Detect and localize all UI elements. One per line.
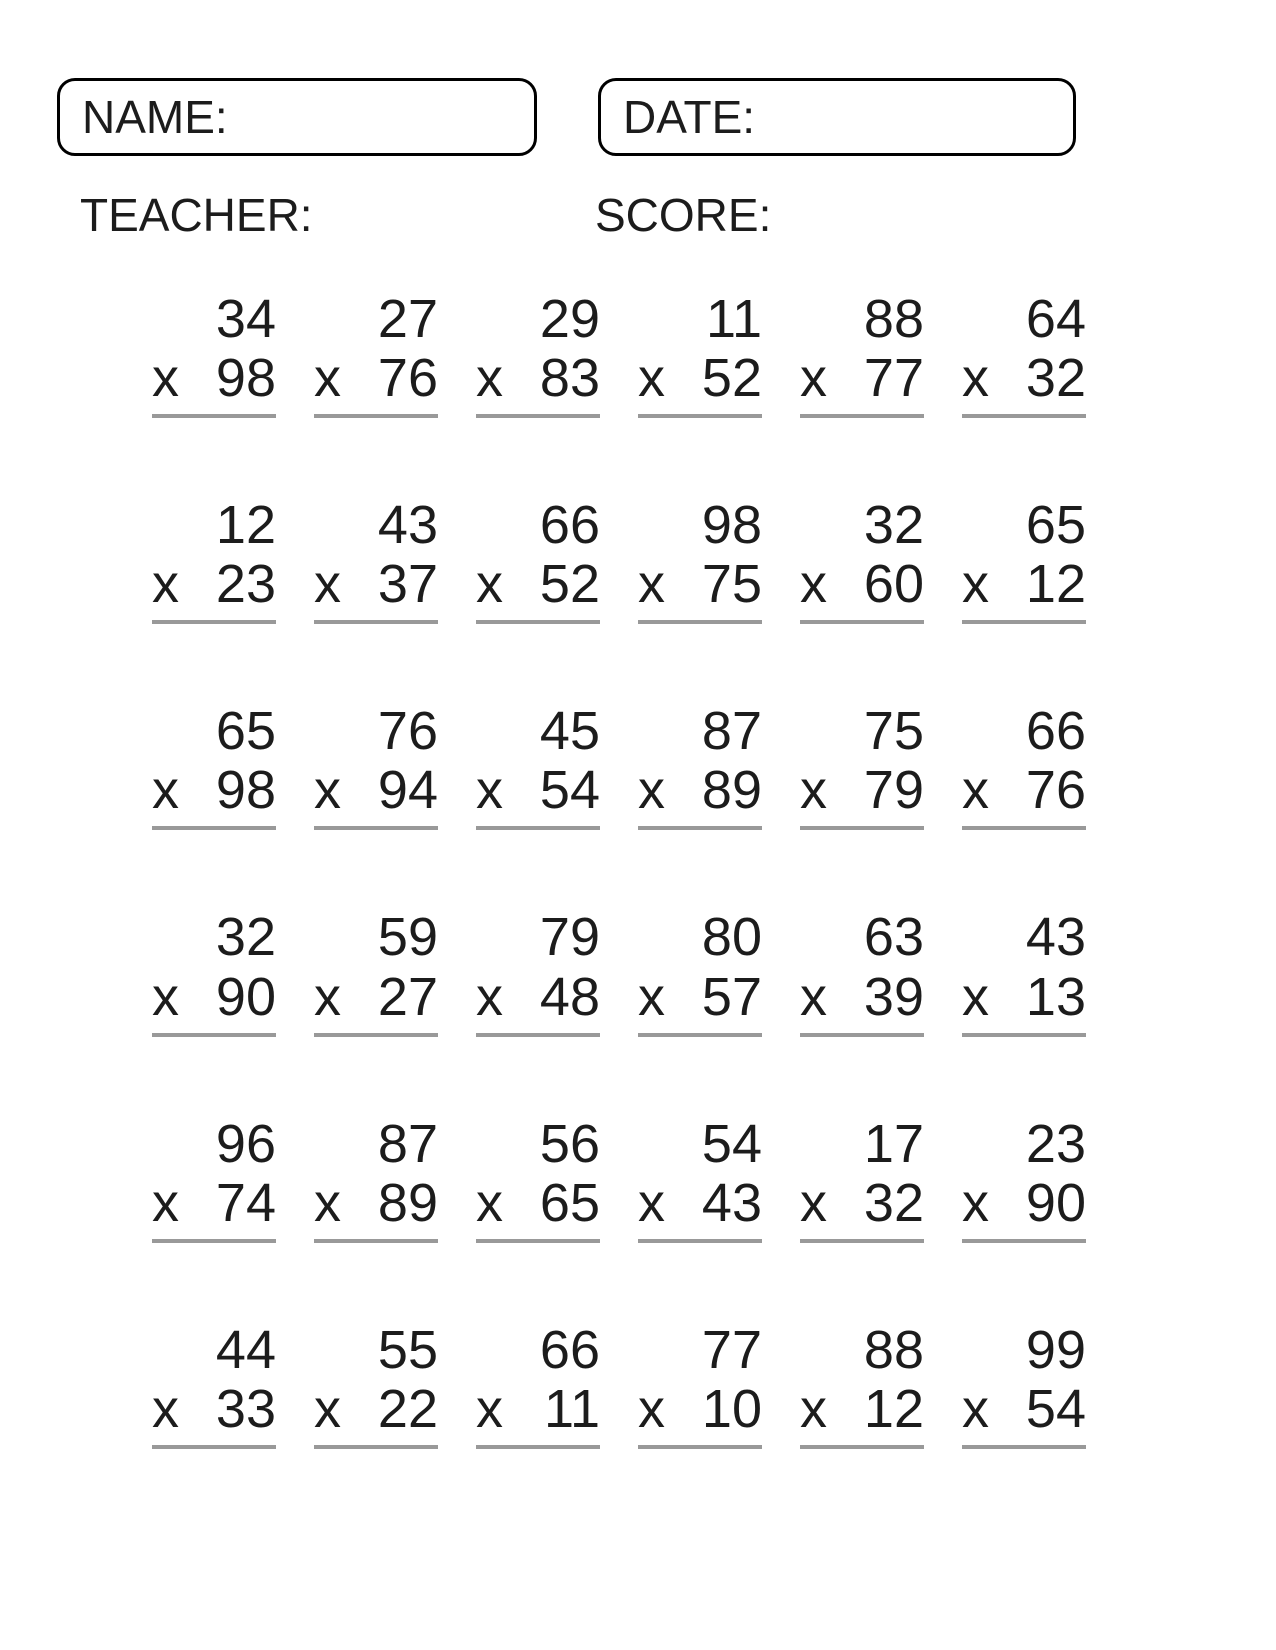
multiplier: 12	[863, 1378, 924, 1439]
multiplicand: 87	[377, 1113, 438, 1174]
multiplicand: 17	[863, 1113, 924, 1174]
score-label: SCORE:	[595, 189, 772, 241]
multiplier-line	[314, 1378, 438, 1439]
date-label: DATE:	[623, 91, 756, 143]
multiply-operator: x	[800, 554, 827, 615]
multiplicand: 88	[863, 289, 924, 349]
multiplication-problem	[476, 1319, 600, 1449]
multiply-operator: x	[152, 1378, 179, 1439]
multiplier-line	[152, 348, 276, 409]
teacher-label: TEACHER:	[80, 189, 313, 241]
multiplication-problem	[962, 907, 1086, 1036]
multiplier: 76	[1025, 760, 1086, 821]
multiplier: 90	[215, 966, 276, 1027]
name-field-box[interactable]	[57, 78, 537, 156]
problems-row	[152, 701, 1086, 830]
multiply-operator: x	[962, 1378, 989, 1439]
multiplication-problem	[314, 1319, 438, 1449]
multiplier: 13	[1025, 966, 1086, 1027]
multiply-operator: x	[800, 760, 827, 821]
multiplier-line	[476, 1172, 600, 1233]
multiply-operator: x	[962, 1172, 989, 1233]
multiplicand: 88	[863, 1319, 924, 1380]
multiplier-line	[962, 348, 1086, 409]
multiplier: 65	[539, 1172, 600, 1233]
problems-row	[152, 1113, 1086, 1243]
multiplier-line	[800, 554, 924, 615]
multiplication-problem	[638, 701, 762, 830]
multiplier-line	[152, 966, 276, 1027]
multiplication-problem	[638, 1319, 762, 1449]
multiplier-line	[314, 348, 438, 409]
multiplication-problem	[314, 495, 438, 624]
multiplier: 98	[215, 760, 276, 821]
multiplication-problem	[800, 1319, 924, 1449]
multiplier: 57	[701, 966, 762, 1027]
multiplier-line	[962, 1378, 1086, 1439]
multiplier: 48	[539, 966, 600, 1027]
multiplier: 98	[215, 348, 276, 409]
multiplier: 74	[215, 1172, 276, 1233]
multiply-operator: x	[962, 966, 989, 1027]
multiplier: 22	[377, 1378, 438, 1439]
multiplicand: 59	[377, 907, 438, 968]
multiplication-problem	[638, 907, 762, 1036]
multiplication-problem	[638, 289, 762, 418]
multiplier-line	[800, 1378, 924, 1439]
multiplier: 52	[539, 554, 600, 615]
problems-row	[152, 495, 1086, 624]
multiply-operator: x	[800, 1172, 827, 1233]
multiplier-line	[638, 760, 762, 821]
multiplicand: 23	[1025, 1113, 1086, 1174]
multiplicand: 98	[701, 495, 762, 556]
problems-row	[152, 907, 1086, 1036]
multiply-operator: x	[152, 1172, 179, 1233]
multiply-operator: x	[476, 760, 503, 821]
multiply-operator: x	[638, 760, 665, 821]
multiplication-problem	[962, 495, 1086, 624]
multiplication-problem	[800, 1113, 924, 1243]
multiplicand: 44	[215, 1319, 276, 1380]
multiplicand: 27	[377, 289, 438, 349]
multiplicand: 12	[215, 495, 276, 556]
multiplier-line	[638, 348, 762, 409]
multiplicand: 65	[1025, 495, 1086, 556]
multiply-operator: x	[638, 348, 665, 409]
multiplier-line	[314, 966, 438, 1027]
multiplier-line	[962, 966, 1086, 1027]
multiplicand: 63	[863, 907, 924, 968]
multiplier-line	[638, 554, 762, 615]
multiplicand: 64	[1025, 289, 1086, 349]
multiplier: 39	[863, 966, 924, 1027]
multiply-operator: x	[152, 554, 179, 615]
multiply-operator: x	[800, 1378, 827, 1439]
multiplier-line	[800, 348, 924, 409]
multiplicand: 29	[539, 289, 600, 349]
multiply-operator: x	[476, 348, 503, 409]
multiply-operator: x	[314, 554, 341, 615]
multiplier-line	[962, 760, 1086, 821]
multiply-operator: x	[314, 1378, 341, 1439]
multiplicand: 43	[1025, 907, 1086, 968]
multiplicand: 79	[539, 907, 600, 968]
multiplier: 76	[377, 348, 438, 409]
multiplicand: 75	[863, 701, 924, 762]
multiplicand: 80	[701, 907, 762, 968]
multiplier-line	[638, 1378, 762, 1439]
multiplier: 10	[701, 1378, 762, 1439]
multiplier: 12	[1025, 554, 1086, 615]
multiplicand: 45	[539, 701, 600, 762]
multiplicand: 66	[539, 1319, 600, 1380]
multiply-operator: x	[476, 554, 503, 615]
multiplication-problem	[152, 1319, 276, 1449]
multiplier-line	[476, 760, 600, 821]
multiplicand: 11	[705, 289, 762, 349]
multiplier: 60	[863, 554, 924, 615]
multiplier: 89	[701, 760, 762, 821]
multiply-operator: x	[152, 348, 179, 409]
multiply-operator: x	[314, 760, 341, 821]
multiplicand: 56	[539, 1113, 600, 1174]
multiplicand: 76	[377, 701, 438, 762]
multiplier: 23	[215, 554, 276, 615]
multiplication-problem	[314, 701, 438, 830]
multiplier: 75	[701, 554, 762, 615]
multiplicand: 32	[863, 495, 924, 556]
multiplication-problem	[152, 495, 276, 624]
multiplier: 77	[863, 348, 924, 409]
multiplication-problem	[314, 907, 438, 1036]
multiplier-line	[800, 1172, 924, 1233]
multiplication-problem	[962, 1319, 1086, 1449]
multiplier: 43	[701, 1172, 762, 1233]
multiplicand: 66	[539, 495, 600, 556]
multiply-operator: x	[962, 554, 989, 615]
multiplier: 27	[377, 966, 438, 1027]
multiplication-problem	[638, 1113, 762, 1243]
multiplicand: 66	[1025, 701, 1086, 762]
multiply-operator: x	[800, 966, 827, 1027]
multiplier: 54	[539, 760, 600, 821]
multiplier: 52	[701, 348, 762, 409]
multiplication-problem	[800, 289, 924, 418]
problems-row	[152, 289, 1086, 418]
problems-row	[152, 1319, 1086, 1449]
multiply-operator: x	[314, 348, 341, 409]
multiply-operator: x	[962, 348, 989, 409]
multiply-operator: x	[476, 1378, 503, 1439]
multiplicand: 87	[701, 701, 762, 762]
problems-grid	[152, 289, 1086, 1449]
multiplier: 11	[543, 1378, 600, 1439]
multiplier: 32	[1025, 348, 1086, 409]
multiplier: 32	[863, 1172, 924, 1233]
multiplier: 94	[377, 760, 438, 821]
multiplier-line	[800, 760, 924, 821]
multiplier-line	[962, 1172, 1086, 1233]
multiplicand: 43	[377, 495, 438, 556]
date-field-box[interactable]	[598, 78, 1076, 156]
multiply-operator: x	[638, 554, 665, 615]
multiplier-line	[476, 348, 600, 409]
multiply-operator: x	[314, 1172, 341, 1233]
multiplier-line	[152, 760, 276, 821]
multiplier: 89	[377, 1172, 438, 1233]
multiplication-problem	[962, 1113, 1086, 1243]
multiplication-problem	[800, 701, 924, 830]
multiplication-problem	[152, 289, 276, 418]
multiplicand: 96	[215, 1113, 276, 1174]
name-label: NAME:	[82, 91, 228, 143]
multiplication-problem	[476, 907, 600, 1036]
multiplication-problem	[800, 495, 924, 624]
multiplier-line	[638, 966, 762, 1027]
multiplicand: 34	[215, 289, 276, 349]
multiplicand: 54	[701, 1113, 762, 1174]
multiply-operator: x	[476, 1172, 503, 1233]
multiplicand: 77	[701, 1319, 762, 1380]
multiplier-line	[476, 554, 600, 615]
multiplicand: 99	[1025, 1319, 1086, 1380]
multiplier-line	[800, 966, 924, 1027]
multiplication-problem	[638, 495, 762, 624]
multiplier: 37	[377, 554, 438, 615]
multiply-operator: x	[800, 348, 827, 409]
multiplier-line	[962, 554, 1086, 615]
multiplicand: 65	[215, 701, 276, 762]
multiplication-problem	[476, 495, 600, 624]
multiplication-problem	[476, 1113, 600, 1243]
multiplier-line	[152, 1172, 276, 1233]
multiplier: 79	[863, 760, 924, 821]
multiplication-problem	[152, 701, 276, 830]
multiplier: 54	[1025, 1378, 1086, 1439]
multiply-operator: x	[638, 1172, 665, 1233]
multiplication-problem	[314, 289, 438, 418]
multiply-operator: x	[314, 966, 341, 1027]
multiplication-problem	[152, 907, 276, 1036]
multiplier-line	[476, 1378, 600, 1439]
multiply-operator: x	[152, 966, 179, 1027]
multiplication-problem	[152, 1113, 276, 1243]
multiply-operator: x	[962, 760, 989, 821]
multiplier-line	[152, 554, 276, 615]
multiplier-line	[476, 966, 600, 1027]
multiplier-line	[314, 1172, 438, 1233]
multiplication-problem	[962, 701, 1086, 830]
multiplier-line	[638, 1172, 762, 1233]
multiplicand: 32	[215, 907, 276, 968]
multiplier: 83	[539, 348, 600, 409]
multiplication-problem	[800, 907, 924, 1036]
multiplication-problem	[314, 1113, 438, 1243]
multiplier: 90	[1025, 1172, 1086, 1233]
multiplier: 33	[215, 1378, 276, 1439]
multiply-operator: x	[152, 760, 179, 821]
multiplier-line	[314, 760, 438, 821]
multiplier-line	[152, 1378, 276, 1439]
multiply-operator: x	[638, 1378, 665, 1439]
multiplication-problem	[962, 289, 1086, 418]
multiply-operator: x	[476, 966, 503, 1027]
multiplication-problem	[476, 289, 600, 418]
multiplicand: 55	[377, 1319, 438, 1380]
multiplication-problem	[476, 701, 600, 830]
multiply-operator: x	[638, 966, 665, 1027]
multiplier-line	[314, 554, 438, 615]
